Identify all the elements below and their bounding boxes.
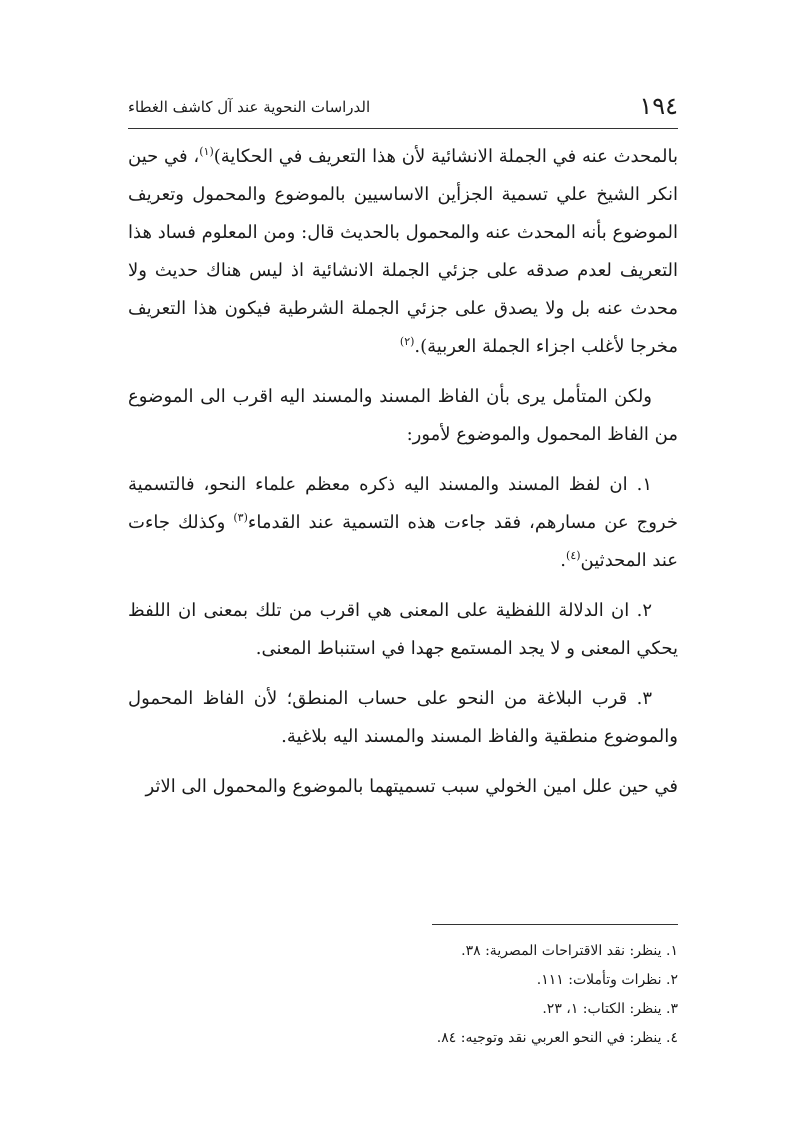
footnote-ref-1[interactable]: (١)	[199, 145, 214, 158]
footnote-4: ٤. ينظر: في النحو العربي نقد وتوجيه: ٨٤.	[436, 1030, 678, 1046]
paragraph-1	[128, 138, 678, 366]
page-number: ١٩٤	[639, 92, 678, 120]
footnote-2: ٢. نظرات وتأملات: ١١١.	[536, 972, 678, 988]
footnote-divider	[432, 924, 678, 925]
list-item-2: ٢. ان الدلالة اللفظية على المعنى هي اقرب من تلك بمعنى ان اللفظ يحكي المعنى و لا يجد المستمع جهدا في استنباط المعنى.	[128, 600, 678, 659]
list-item-1	[128, 466, 678, 580]
paragraph-1-text-a: بالمحدث عنه في الجملة الانشائية لأن هذا التعريف في الحكاية)	[213, 146, 678, 167]
footnote-ref-4[interactable]: (٤)	[566, 549, 581, 562]
footnote-ref-3[interactable]: (٣)	[233, 511, 248, 524]
footnote-ref-2[interactable]: (٢)	[399, 335, 415, 348]
paragraph-last: في حين علل امين الخولي سبب تسميتهما بالموضوع والمحمول الى الاثر	[145, 776, 678, 797]
page-header	[128, 90, 678, 122]
paragraph-2: ولكن المتأمل يرى بأن الفاظ المسند والمسند اليه اقرب الى الموضوع من الفاظ المحمول والموضوع لأمور:	[128, 386, 678, 445]
body-text	[128, 138, 678, 818]
footnote-3: ٣. ينظر: الكتاب: ١، ٢٣.	[542, 1001, 678, 1017]
footnote-1: ١. ينظر: نقد الاقتراحات المصرية: ٣٨.	[461, 943, 678, 959]
footnotes	[178, 937, 678, 1053]
list-item-1-text-a: ١. ان لفظ المسند والمسند اليه ذكره معظم علماء النحو، فالتسمية خروج عن مسارهم، فقد جاءت هذه التسمية عند القدماء	[128, 474, 678, 533]
list-item-1-text-b: وكذلك جاءت عند المحدثين	[128, 512, 678, 571]
paragraph-1-text-b: ، في حين انكر الشيخ علي تسمية الجزأين الاساسيين بالموضوع والمحمول وتعريف الموضوع بأنه المحدث عنه والمحمول بالحديث قال: ومن المعلوم فساد هذا التعريف لعدم صدقه على جزئي الجملة الانشائية اذ ليس هناك حديث ولا محدث عنه بل ولا يصدق على جزئي الجملة الشرطية فيكون هذا التعريف مخرجا لأغلب اجزاء الجملة العربية).	[128, 146, 678, 357]
running-title: الدراسات النحوية عند آل كاشف الغطاء	[128, 98, 371, 116]
header-divider	[128, 128, 678, 129]
list-item-3: ٣. قرب البلاغة من النحو على حساب المنطق؛ لأن الفاظ المحمول والموضوع منطقية والفاظ المسند والمسند اليه بلاغية.	[128, 688, 678, 747]
list-item-1-text-c: .	[560, 550, 567, 571]
